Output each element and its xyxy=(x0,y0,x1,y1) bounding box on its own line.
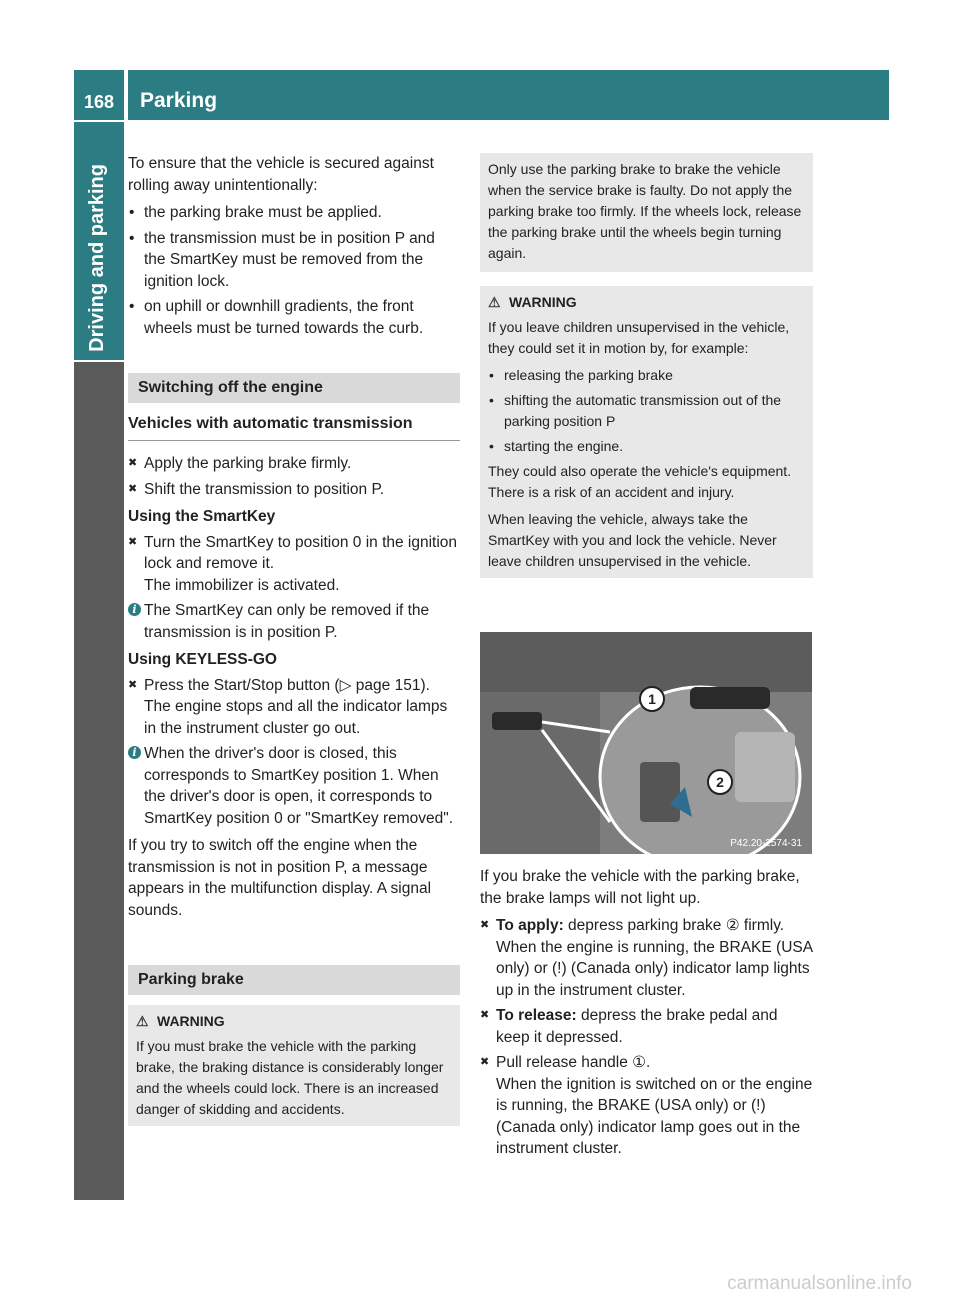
list-item: • the transmission must be in position P and the SmartKey must be removed from the ignition lock. xyxy=(128,228,460,293)
arrow-icon: ✖ xyxy=(128,678,138,691)
warning-paragraph: They could also operate the vehicle's equipment. There is a risk of an accident and injury. xyxy=(488,463,792,500)
arrow-icon: ✖ xyxy=(128,535,138,548)
info-note: i When the driver's door is closed, this corresponds to SmartKey position 1. When the driver's door is open, it corresponds to SmartKey position 0 or "SmartKey removed". xyxy=(128,743,460,829)
step-item: ✖ Apply the parking brake firmly. xyxy=(128,453,460,475)
heading-using-smartkey: Using the SmartKey xyxy=(128,508,276,525)
intro-text: To ensure that the vehicle is secured against rolling away unintentionally: xyxy=(128,155,434,194)
list-item: • the parking brake must be applied. xyxy=(128,202,460,224)
list-item: • releasing the parking brake xyxy=(488,365,805,386)
arrow-icon: ✖ xyxy=(480,1009,490,1021)
chapter-tab xyxy=(74,122,124,360)
warning-title: ⚠ WARNING xyxy=(136,1011,452,1032)
right-column xyxy=(480,153,813,578)
section-heading-switching-off: Switching off the engine xyxy=(128,373,460,403)
arrow-icon: ✖ xyxy=(480,919,490,931)
step-item: ✖ Shift the transmission to position P. xyxy=(128,479,460,501)
subsection-heading: Vehicles with automatic transmission xyxy=(128,413,460,442)
right-lower-text xyxy=(480,866,813,1164)
chapter-label: Driving and parking xyxy=(86,164,108,352)
after-figure-text: If you brake the vehicle with the parking brake, the brake lamps will not light up. xyxy=(480,868,800,907)
info-icon: i xyxy=(128,746,141,759)
arrow-icon: ✖ xyxy=(480,1056,490,1068)
parking-brake-illustration xyxy=(480,632,812,854)
info-note: i The SmartKey can only be removed if the transmission is in position P. xyxy=(128,600,460,643)
list-item: • on uphill or downhill gradients, the front wheels must be turned towards the curb. xyxy=(128,296,460,339)
page-number-box xyxy=(74,70,124,120)
list-item: • shifting the automatic transmission out of the parking position P xyxy=(488,390,805,432)
figure-code: P42.20-2574-31 xyxy=(730,838,802,849)
side-bar xyxy=(74,362,124,1200)
step-item: ✖ To release: depress the brake pedal and keep it depressed. xyxy=(480,1007,778,1046)
step-item: ✖ To apply: depress parking brake ② firmly. When the engine is running, the BRAKE (USA only) or (!) (Canada only) indicator lamp lights up in the instrument cluster. xyxy=(480,917,813,999)
header-bar xyxy=(128,70,889,120)
warning-intro: If you leave children unsupervised in the vehicle, they could set it in motion by, for example: xyxy=(488,319,790,356)
arrow-icon: ✖ xyxy=(128,482,138,495)
page-number: 168 xyxy=(84,92,115,112)
callout-1-label: 1 xyxy=(648,691,656,707)
arrow-icon: ✖ xyxy=(128,457,138,469)
step-item: ✖ Press the Start/Stop button (▷ page 151). The engine stops and all the indicator lamps in the instrument cluster go out. xyxy=(128,676,448,737)
warning-box xyxy=(128,1005,460,1126)
warning-triangle-icon: ⚠ xyxy=(488,294,501,310)
warning-title: ⚠ WARNING xyxy=(488,292,805,313)
heading-using-keyless-go: Using KEYLESS-GO xyxy=(128,651,277,668)
warning-triangle-icon: ⚠ xyxy=(136,1012,149,1029)
list-item: • starting the engine. xyxy=(488,436,805,457)
warning-box xyxy=(480,286,813,578)
warning-paragraph: When leaving the vehicle, always take the SmartKey with you and lock the vehicle. Never leave children unsupervised in the vehicle. xyxy=(488,511,777,569)
page-title: Parking xyxy=(140,89,218,112)
section-heading-parking-brake: Parking brake xyxy=(128,965,460,995)
warning-text: If you must brake the vehicle with the parking brake, the braking distance is considerably longer and the wheels could lock. There is an increased danger of skidding and accidents. xyxy=(136,1037,444,1117)
parking-brake-figure xyxy=(480,632,812,854)
step-item: ✖ Pull release handle ①. When the ignition is switched on or the engine is running, the BRAKE (USA only) or (!) (Canada only) indicator lamp goes out in the instrument cluster. xyxy=(480,1054,813,1157)
callout-2-label: 2 xyxy=(716,774,724,790)
info-icon: i xyxy=(128,603,141,616)
note-box: Only use the parking brake to brake the vehicle when the service brake is faulty. Do not apply the parking brake too firmly. If the wheels lock, release the parking brake until the wheels begin turning again. xyxy=(480,153,813,272)
watermark: carmanualsonline.info xyxy=(727,1272,912,1294)
step-item: ✖ Turn the SmartKey to position 0 in the ignition lock and remove it. The immobilizer is activated. xyxy=(128,533,458,594)
message-paragraph: If you try to switch off the engine when the transmission is not in position P, a message appears in the multifunction display. A signal sounds. xyxy=(128,837,432,919)
left-column xyxy=(128,153,460,1126)
